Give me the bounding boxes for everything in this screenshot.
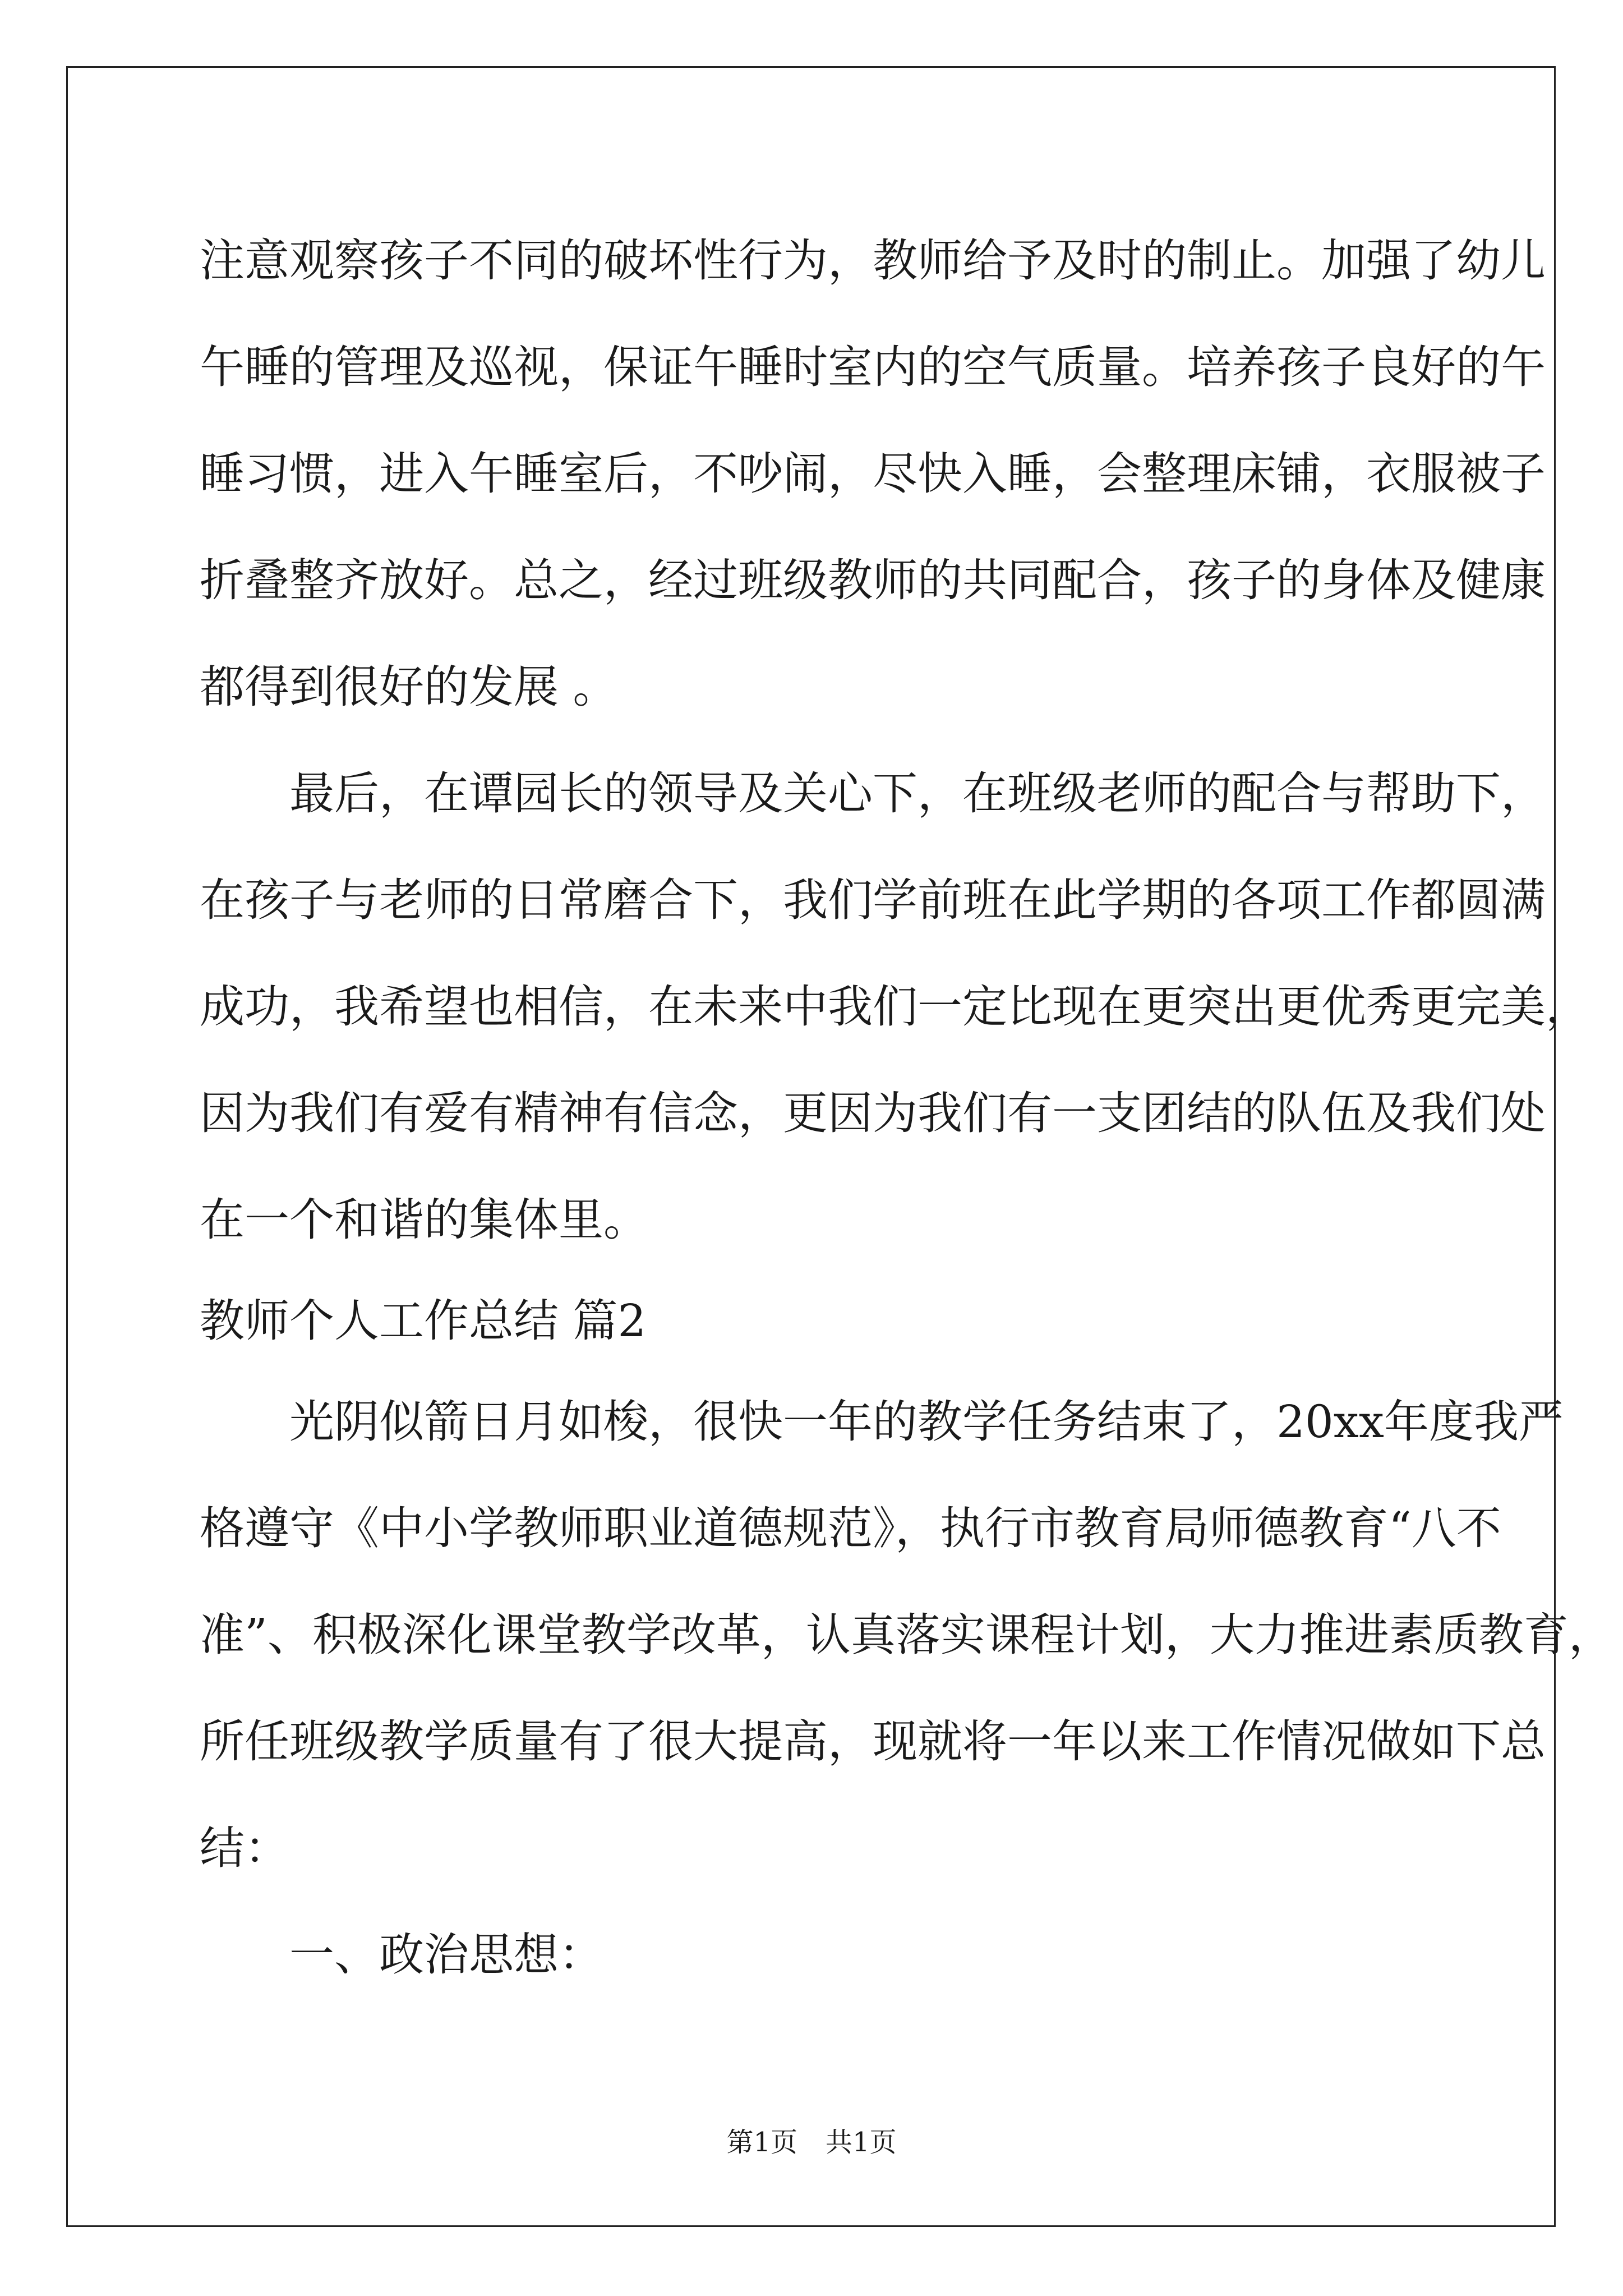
paragraph-first-line: 光阴似箭日月如梭，很快一年的教学任务结束了，20xx年度我严 (289, 1396, 1564, 1448)
text-line: 所任班级教学质量有了很大提高，现就将一年以来工作情况做如下总 (200, 1715, 1546, 1768)
text-line: 准”、积极深化课堂教学改革，认真落实课程计划，大力推进素质教育， (200, 1609, 1613, 1661)
text-line: 因为我们有爱有精神有信念，更因为我们有一支团结的队伍及我们处 (200, 1087, 1546, 1139)
subsection-heading: 一、政治思想： (289, 1929, 603, 1981)
page-number: 第1页 (726, 2127, 797, 2158)
text-line: 在一个和谐的集体里。 (200, 1194, 648, 1246)
page-total: 共1页 (826, 2127, 897, 2158)
text-line: 睡习惯，进入午睡室后，不吵闹，尽快入睡，会整理床铺，衣服被子 (200, 448, 1546, 500)
text-line: 格遵守《中小学教师职业道德规范》，执行市教育局师德教育“八不 (200, 1502, 1501, 1554)
text-line: 折叠整齐放好。总之，经过班级教师的共同配合，孩子的身体及健康 (200, 554, 1546, 606)
page-footer (0, 2120, 1623, 2159)
section-heading: 教师个人工作总结 篇2 (200, 1295, 647, 1347)
text-line: 在孩子与老师的日常磨合下，我们学前班在此学期的各项工作都圆满 (200, 874, 1546, 926)
text-line: 结： (200, 1822, 289, 1874)
document-body (200, 208, 1613, 2008)
paragraph-first-line: 最后，在谭园长的领导及关心下，在班级老师的配合与帮助下， (289, 767, 1546, 820)
text-line: 成功，我希望也相信，在未来中我们一定比现在更突出更优秀更完美， (200, 981, 1590, 1033)
text-line: 注意观察孩子不同的破坏性行为，教师给予及时的制止。加强了幼儿 (200, 234, 1546, 287)
text-line: 都得到很好的发展 。 (200, 661, 618, 713)
text-line: 午睡的管理及巡视，保证午睡时室内的空气质量。培养孩子良好的午 (200, 341, 1546, 393)
